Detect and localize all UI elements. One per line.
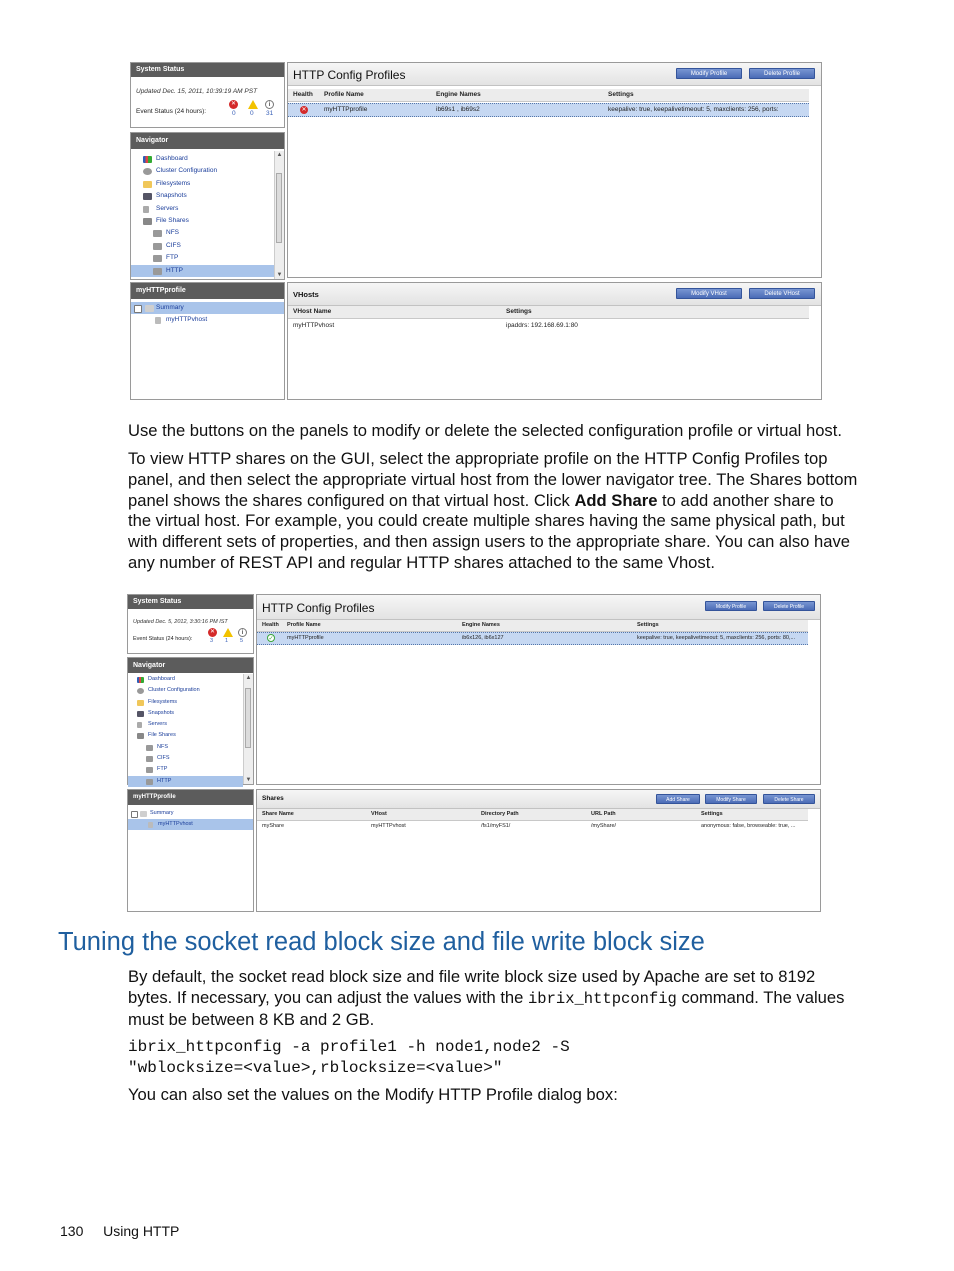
scroll-down-icon[interactable]: ▼ <box>276 272 283 278</box>
col-profile-name[interactable]: Profile Name <box>287 622 321 628</box>
section-heading: Tuning the socket read block size and file write block size <box>58 928 705 956</box>
server-icon <box>143 206 149 213</box>
info-icon: i <box>238 628 247 637</box>
gear-icon <box>137 688 144 694</box>
nav-item-servers[interactable]: Servers <box>128 719 243 730</box>
scroll-down-icon[interactable]: ▼ <box>245 777 252 783</box>
share-icon <box>153 230 162 237</box>
error-icon: ✕ <box>230 101 237 107</box>
nav-item-http[interactable]: HTTP <box>131 265 274 277</box>
delete-profile-button[interactable]: Delete Profile <box>749 68 815 79</box>
footer-section: Using HTTP <box>103 1223 180 1239</box>
share-icon <box>153 243 162 250</box>
http-config-profiles-panel <box>256 594 821 785</box>
col-vhost[interactable]: VHost <box>371 811 387 817</box>
nav-item-nfs[interactable]: NFS <box>128 742 243 753</box>
share-icon <box>153 255 162 262</box>
col-engine-names[interactable]: Engine Names <box>436 91 481 98</box>
event-status-row <box>131 100 284 116</box>
panel-title: HTTP Config Profiles <box>293 68 406 82</box>
nav-item-ftp[interactable]: FTP <box>131 252 274 264</box>
scroll-up-icon[interactable]: ▲ <box>245 675 252 681</box>
scroll-up-icon[interactable]: ▲ <box>276 152 283 158</box>
delete-profile-button[interactable]: Delete Profile <box>763 601 815 611</box>
code-block <box>128 1037 873 1079</box>
profile-tree-panel <box>130 282 285 400</box>
gear-icon <box>143 168 152 175</box>
paragraph-view-shares: To view HTTP shares on the GUI, select the appropriate profile on the HTTP Config Profiles top panel, and then select the appropriate virtual host from the lower navigator tree. The Shares bottom panel shows the shares configured on that virtual host. Click Add Share to add another share to the virtual host. For example, you could create multiple shares having the same physical path, but with different sets of properties, and then assign users to the appropriate share. You can also have any number of REST API and regular HTTP shares attached to the same Vhost. <box>128 449 858 572</box>
nav-item-filesystems[interactable]: Filesystems <box>131 178 274 190</box>
info-count[interactable]: 5 <box>240 638 244 644</box>
warning-icon <box>223 628 233 637</box>
vhost-icon <box>148 822 153 828</box>
profile-tree-title: myHTTPprofile <box>131 283 284 299</box>
nav-item-snapshots[interactable]: Snapshots <box>128 708 243 719</box>
nav-item-dashboard[interactable]: Dashboard <box>128 674 243 685</box>
navigator-scrollbar[interactable] <box>243 674 253 784</box>
tree-item-summary[interactable]: Summary <box>128 808 253 819</box>
share-icon <box>146 756 153 762</box>
col-health[interactable]: Health <box>262 622 279 628</box>
collapse-icon <box>131 811 138 818</box>
share-icon <box>146 779 153 785</box>
server-icon <box>137 722 142 728</box>
tree-item-vhost[interactable]: myHTTPvhost <box>131 314 284 326</box>
http-config-profiles-panel <box>287 62 822 278</box>
nav-item-cifs[interactable]: CIFS <box>131 240 274 252</box>
screenshot-http-config-profiles <box>130 62 822 400</box>
code-line: "wblocksize=<value>,rblocksize=<value>" <box>128 1059 503 1077</box>
screenshot-http-shares <box>127 594 821 912</box>
scroll-thumb[interactable] <box>276 173 282 243</box>
system-status-panel <box>127 594 254 654</box>
summary-icon <box>140 811 147 817</box>
tree-item-summary[interactable]: Summary <box>131 302 284 314</box>
file-shares-icon <box>143 218 152 225</box>
tree-item-vhost[interactable]: myHTTPvhost <box>128 819 253 830</box>
profile-tree-panel <box>127 789 254 912</box>
warning-count[interactable]: 0 <box>250 110 254 117</box>
profile-tree-title: myHTTPprofile <box>128 790 253 805</box>
paragraph-dialog: You can also set the values on the Modify HTTP Profile dialog box: <box>128 1085 618 1104</box>
navigator-title: Navigator <box>131 133 284 149</box>
col-settings[interactable]: Settings <box>506 308 532 315</box>
navigator-title: Navigator <box>128 658 253 673</box>
system-status-panel <box>130 62 285 128</box>
info-icon: i <box>265 100 274 109</box>
dashboard-icon <box>137 677 144 683</box>
file-shares-icon <box>137 733 144 739</box>
nav-item-file-shares[interactable]: File Shares <box>131 215 274 227</box>
panel-title: Shares <box>262 795 284 802</box>
event-status-row <box>128 628 253 644</box>
error-count[interactable]: 3 <box>210 638 214 644</box>
error-icon: ✕ <box>209 629 216 635</box>
warning-count[interactable]: 1 <box>225 638 229 644</box>
page-footer <box>60 1223 179 1239</box>
col-engine-names[interactable]: Engine Names <box>462 622 500 628</box>
nav-item-cifs[interactable]: CIFS <box>128 753 243 764</box>
nav-item-cluster-configuration[interactable]: Cluster Configuration <box>128 685 243 696</box>
table-row[interactable]: ✓ myHTTPprofile ib6x126, ib6x127 keepalive: true, keepalivetimeout: 5, maxclients: 256, ports: 80,... <box>257 632 808 645</box>
vhost-icon <box>155 317 161 324</box>
navigator-scrollbar[interactable] <box>274 151 284 279</box>
table-row[interactable]: myHTTPvhost ipaddrs: 192.168.69.1:80 <box>293 322 578 329</box>
modify-vhost-button[interactable]: Modify VHost <box>676 288 742 299</box>
col-settings[interactable]: Settings <box>608 91 634 98</box>
col-url-path[interactable]: URL Path <box>591 811 616 817</box>
code-line: ibrix_httpconfig -a profile1 -h node1,node2 -S <box>128 1038 570 1056</box>
navigator-panel <box>127 657 254 785</box>
status-updated-text: Updated Dec. 5, 2012, 3:30:16 PM IST <box>133 619 228 625</box>
system-status-title: System Status <box>128 595 253 609</box>
folder-icon <box>143 181 152 188</box>
paragraph-block-size: By default, the socket read block size and file write block size used by Apache are set to 8192 bytes. If necessary, you can adjust the values with the ibrix_httpconfig command. The values must be between 8 KB and 2 GB. <box>128 967 845 1029</box>
info-count[interactable]: 31 <box>266 110 274 117</box>
system-status-title: System Status <box>131 63 284 77</box>
nav-item-nfs[interactable]: NFS <box>131 227 274 239</box>
page-number: 130 <box>60 1223 84 1239</box>
nav-item-filesystems[interactable]: Filesystems <box>128 697 243 708</box>
error-icon: ✕ <box>301 107 307 113</box>
nav-item-cluster-configuration[interactable]: Cluster Configuration <box>131 165 274 177</box>
delete-share-button[interactable]: Delete Share <box>763 794 815 804</box>
shares-panel <box>256 789 821 912</box>
nav-item-snapshots[interactable]: Snapshots <box>131 190 274 202</box>
delete-vhost-button[interactable]: Delete VHost <box>749 288 815 299</box>
table-row[interactable]: ✕ myHTTPprofile ib69s1 , ib69s2 keepalive: true, keepalivetimeout: 5, maxclients: 256, ports: <box>288 103 809 117</box>
error-count[interactable]: 0 <box>232 110 236 117</box>
share-icon <box>153 268 162 275</box>
panel-title: HTTP Config Profiles <box>262 601 375 615</box>
vhosts-panel <box>287 282 822 400</box>
nav-item-ftp[interactable]: FTP <box>128 764 243 775</box>
col-share-name[interactable]: Share Name <box>262 811 294 817</box>
event-status-label: Event Status (24 hours): <box>136 108 207 115</box>
folder-icon <box>137 700 144 706</box>
status-updated-text: Updated Dec. 15, 2011, 10:39:19 AM PST <box>136 88 258 95</box>
add-share-button[interactable]: Add Share <box>656 794 700 804</box>
collapse-icon <box>134 305 142 313</box>
col-settings[interactable]: Settings <box>701 811 723 817</box>
scroll-thumb[interactable] <box>245 688 251 748</box>
nav-item-servers[interactable]: Servers <box>131 203 274 215</box>
paragraph-panel-buttons: Use the buttons on the panels to modify or delete the selected configuration profile or virtual host. <box>128 421 842 440</box>
summary-icon <box>145 305 154 312</box>
col-vhost-name[interactable]: VHost Name <box>293 308 332 315</box>
command-name: ibrix_httpconfig <box>528 989 677 1008</box>
col-settings[interactable]: Settings <box>637 622 659 628</box>
nav-item-dashboard[interactable]: Dashboard <box>131 153 274 165</box>
modify-profile-button[interactable]: Modify Profile <box>676 68 742 79</box>
col-health[interactable]: Health <box>293 91 313 98</box>
nav-item-file-shares[interactable]: File Shares <box>128 730 243 741</box>
camera-icon <box>137 711 144 717</box>
navigator-panel <box>130 132 285 280</box>
panel-title: VHosts <box>293 290 319 299</box>
col-directory-path[interactable]: Directory Path <box>481 811 519 817</box>
col-profile-name[interactable]: Profile Name <box>324 91 364 98</box>
camera-icon <box>143 193 152 200</box>
event-status-label: Event Status (24 hours): <box>133 636 193 642</box>
warning-icon <box>248 100 258 109</box>
modify-share-button[interactable]: Modify Share <box>705 794 757 804</box>
table-row[interactable]: myShare myHTTPvhost /fs1/myFS1/ /myShare/ anonymous: false, browseable: true, ... <box>262 823 796 829</box>
nav-item-http[interactable]: HTTP <box>128 776 243 787</box>
share-icon <box>146 767 153 773</box>
share-icon <box>146 745 153 751</box>
dashboard-icon <box>143 156 152 163</box>
add-share-term: Add Share <box>574 490 658 510</box>
ok-check-icon: ✓ <box>268 636 274 642</box>
modify-profile-button[interactable]: Modify Profile <box>705 601 757 611</box>
